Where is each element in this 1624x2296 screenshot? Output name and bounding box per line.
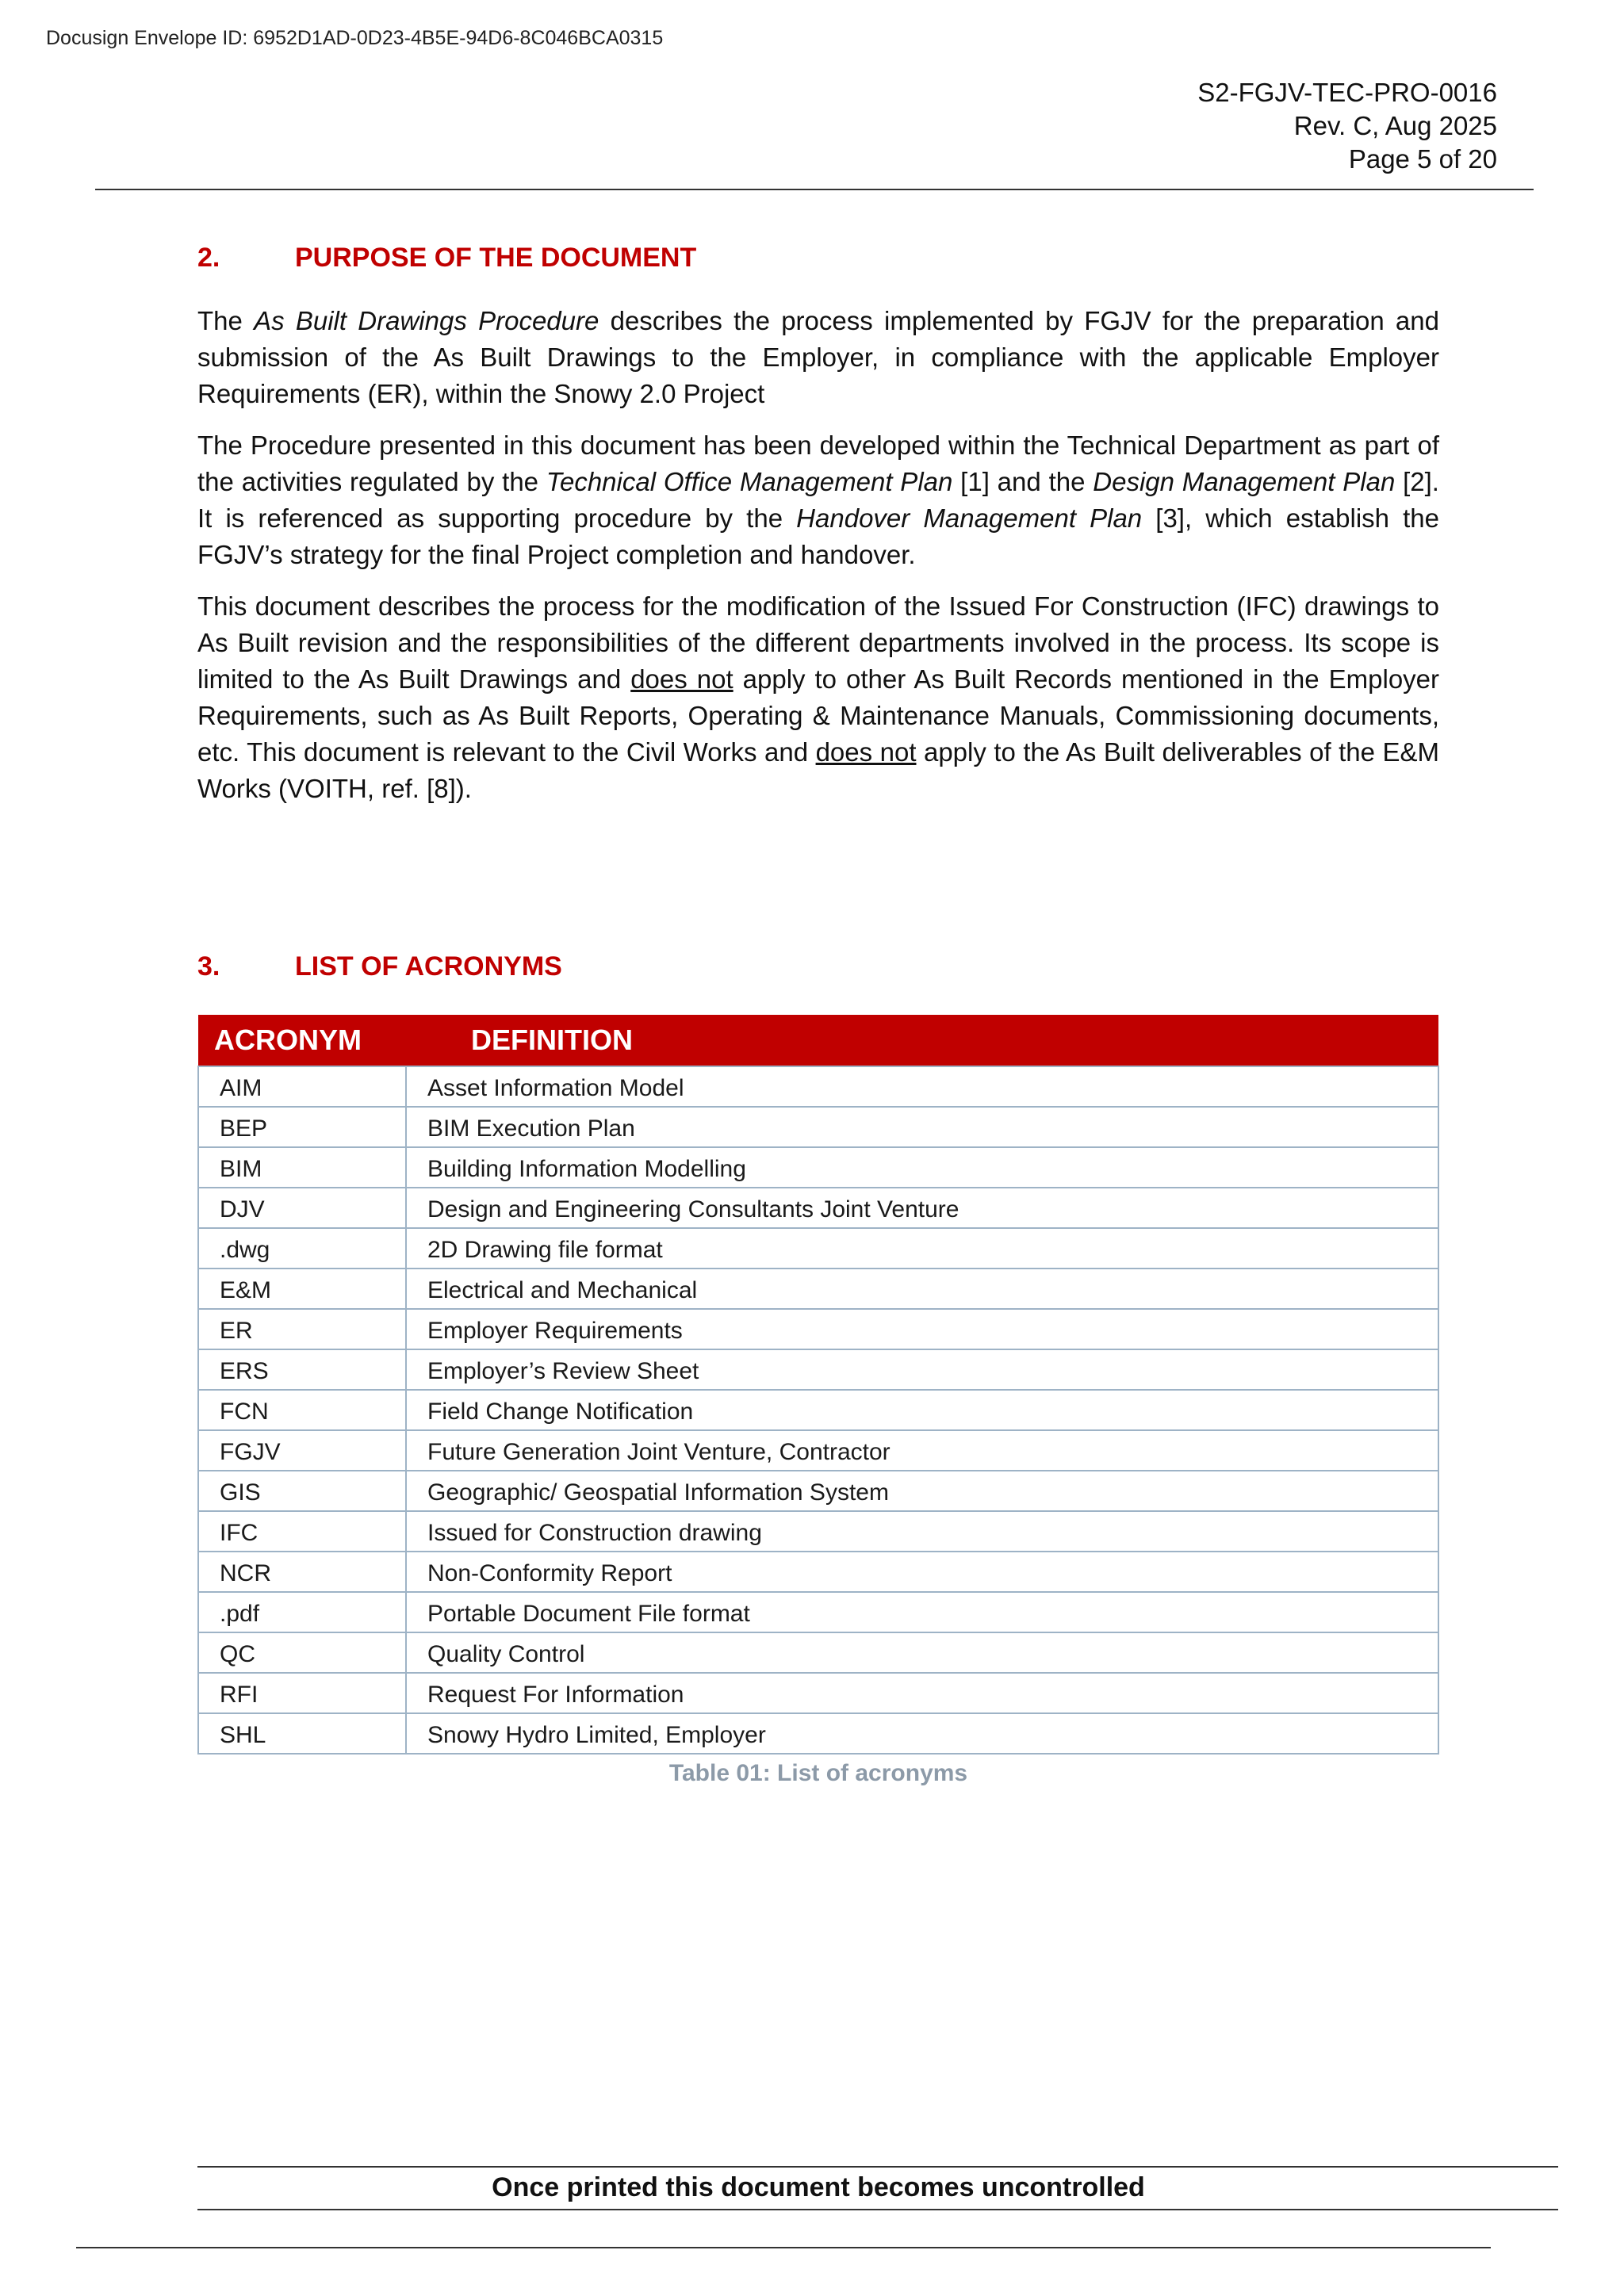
paragraph-2: The Procedure presented in this document has been developed within the Technical Department as part of the activities regulated by the Technical Office Management Plan [1] and the Design Management Plan [2]. It is referenced as supporting procedure by the Handover Management Plan [3], which establish the FGJV’s strategy for the final Project completion and handover.	[197, 430, 1439, 569]
table-row: ERS Employer’s Review Sheet	[198, 1349, 1438, 1390]
section-3-title: LIST OF ACRONYMS	[295, 951, 562, 982]
table-row: IFC Issued for Construction drawing	[198, 1511, 1438, 1552]
table-row: FCN Field Change Notification	[198, 1390, 1438, 1430]
section-2-title: PURPOSE OF THE DOCUMENT	[295, 243, 697, 273]
section-2-heading	[197, 243, 696, 274]
docusign-envelope-id: Docusign Envelope ID: 6952D1AD-0D23-4B5E-94D6-8C046BCA0315	[46, 27, 664, 49]
table-row: QC Quality Control	[198, 1632, 1438, 1673]
section-2-number: 2.	[197, 243, 220, 273]
page-bottom-rule	[76, 2247, 1491, 2248]
table-row: DJV Design and Engineering Consultants Joint Venture	[198, 1188, 1438, 1228]
page-number: Page 5 of 20	[1348, 144, 1497, 174]
acronyms-table	[197, 1015, 1439, 1755]
footer-notice: Once printed this document becomes uncontrolled	[492, 2172, 1145, 2202]
header-acronym: ACRONYM	[198, 1015, 406, 1066]
table-row: FGJV Future Generation Joint Venture, Contractor	[198, 1430, 1438, 1471]
section-3-heading	[197, 951, 562, 982]
table-row: SHL Snowy Hydro Limited, Employer	[198, 1713, 1438, 1754]
table-caption: Table 01: List of acronyms	[668, 1760, 968, 1786]
table-row: AIM Asset Information Model	[198, 1066, 1438, 1107]
section-3-number: 3.	[197, 951, 220, 982]
section-2-body	[197, 303, 1439, 822]
paragraph-3: This document describes the process for the modification of the Issued For Construction (IFC) drawings to As Built revision and the responsibilities of the different departments involved in the process. Its scope is limited to the As Built Drawings and does not apply to other As Built Records mentioned in the Employer Requirements, such as As Built Reports, Operating & Maintenance Manuals, Commissioning documents, etc. This document is relevant to the Civil Works and does not apply to the As Built deliverables of the E&M Works (VOITH, ref. [8]).	[197, 591, 1440, 803]
doc-number: S2-FGJV-TEC-PRO-0016	[1197, 78, 1497, 107]
footer-rule-top	[197, 2166, 1558, 2168]
table-row: BIM Building Information Modelling	[198, 1147, 1438, 1188]
table-row: NCR Non-Conformity Report	[198, 1552, 1438, 1592]
table-row: GIS Geographic/ Geospatial Information System	[198, 1471, 1438, 1511]
paragraph-1: The As Built Drawings Procedure describes the process implemented by FGJV for the preparation and submission of the As Built Drawings to the Employer, in compliance with the applicable Employer Requirements (ER), within the Snowy 2.0 Project	[197, 306, 1439, 408]
table-row: ER Employer Requirements	[198, 1309, 1438, 1349]
table-header-row	[198, 1015, 1438, 1066]
table-row: .dwg 2D Drawing file format	[198, 1228, 1438, 1269]
document-header	[1197, 76, 1497, 176]
table-row: BEP BIM Execution Plan	[198, 1107, 1438, 1147]
header-definition: DEFINITION	[406, 1015, 1438, 1066]
table-row: E&M Electrical and Mechanical	[198, 1269, 1438, 1309]
table-row: RFI Request For Information	[198, 1673, 1438, 1713]
revision: Rev. C, Aug 2025	[1293, 111, 1497, 140]
header-divider	[95, 189, 1534, 190]
footer-rule-bottom	[197, 2209, 1558, 2210]
table-row: .pdf Portable Document File format	[198, 1592, 1438, 1632]
